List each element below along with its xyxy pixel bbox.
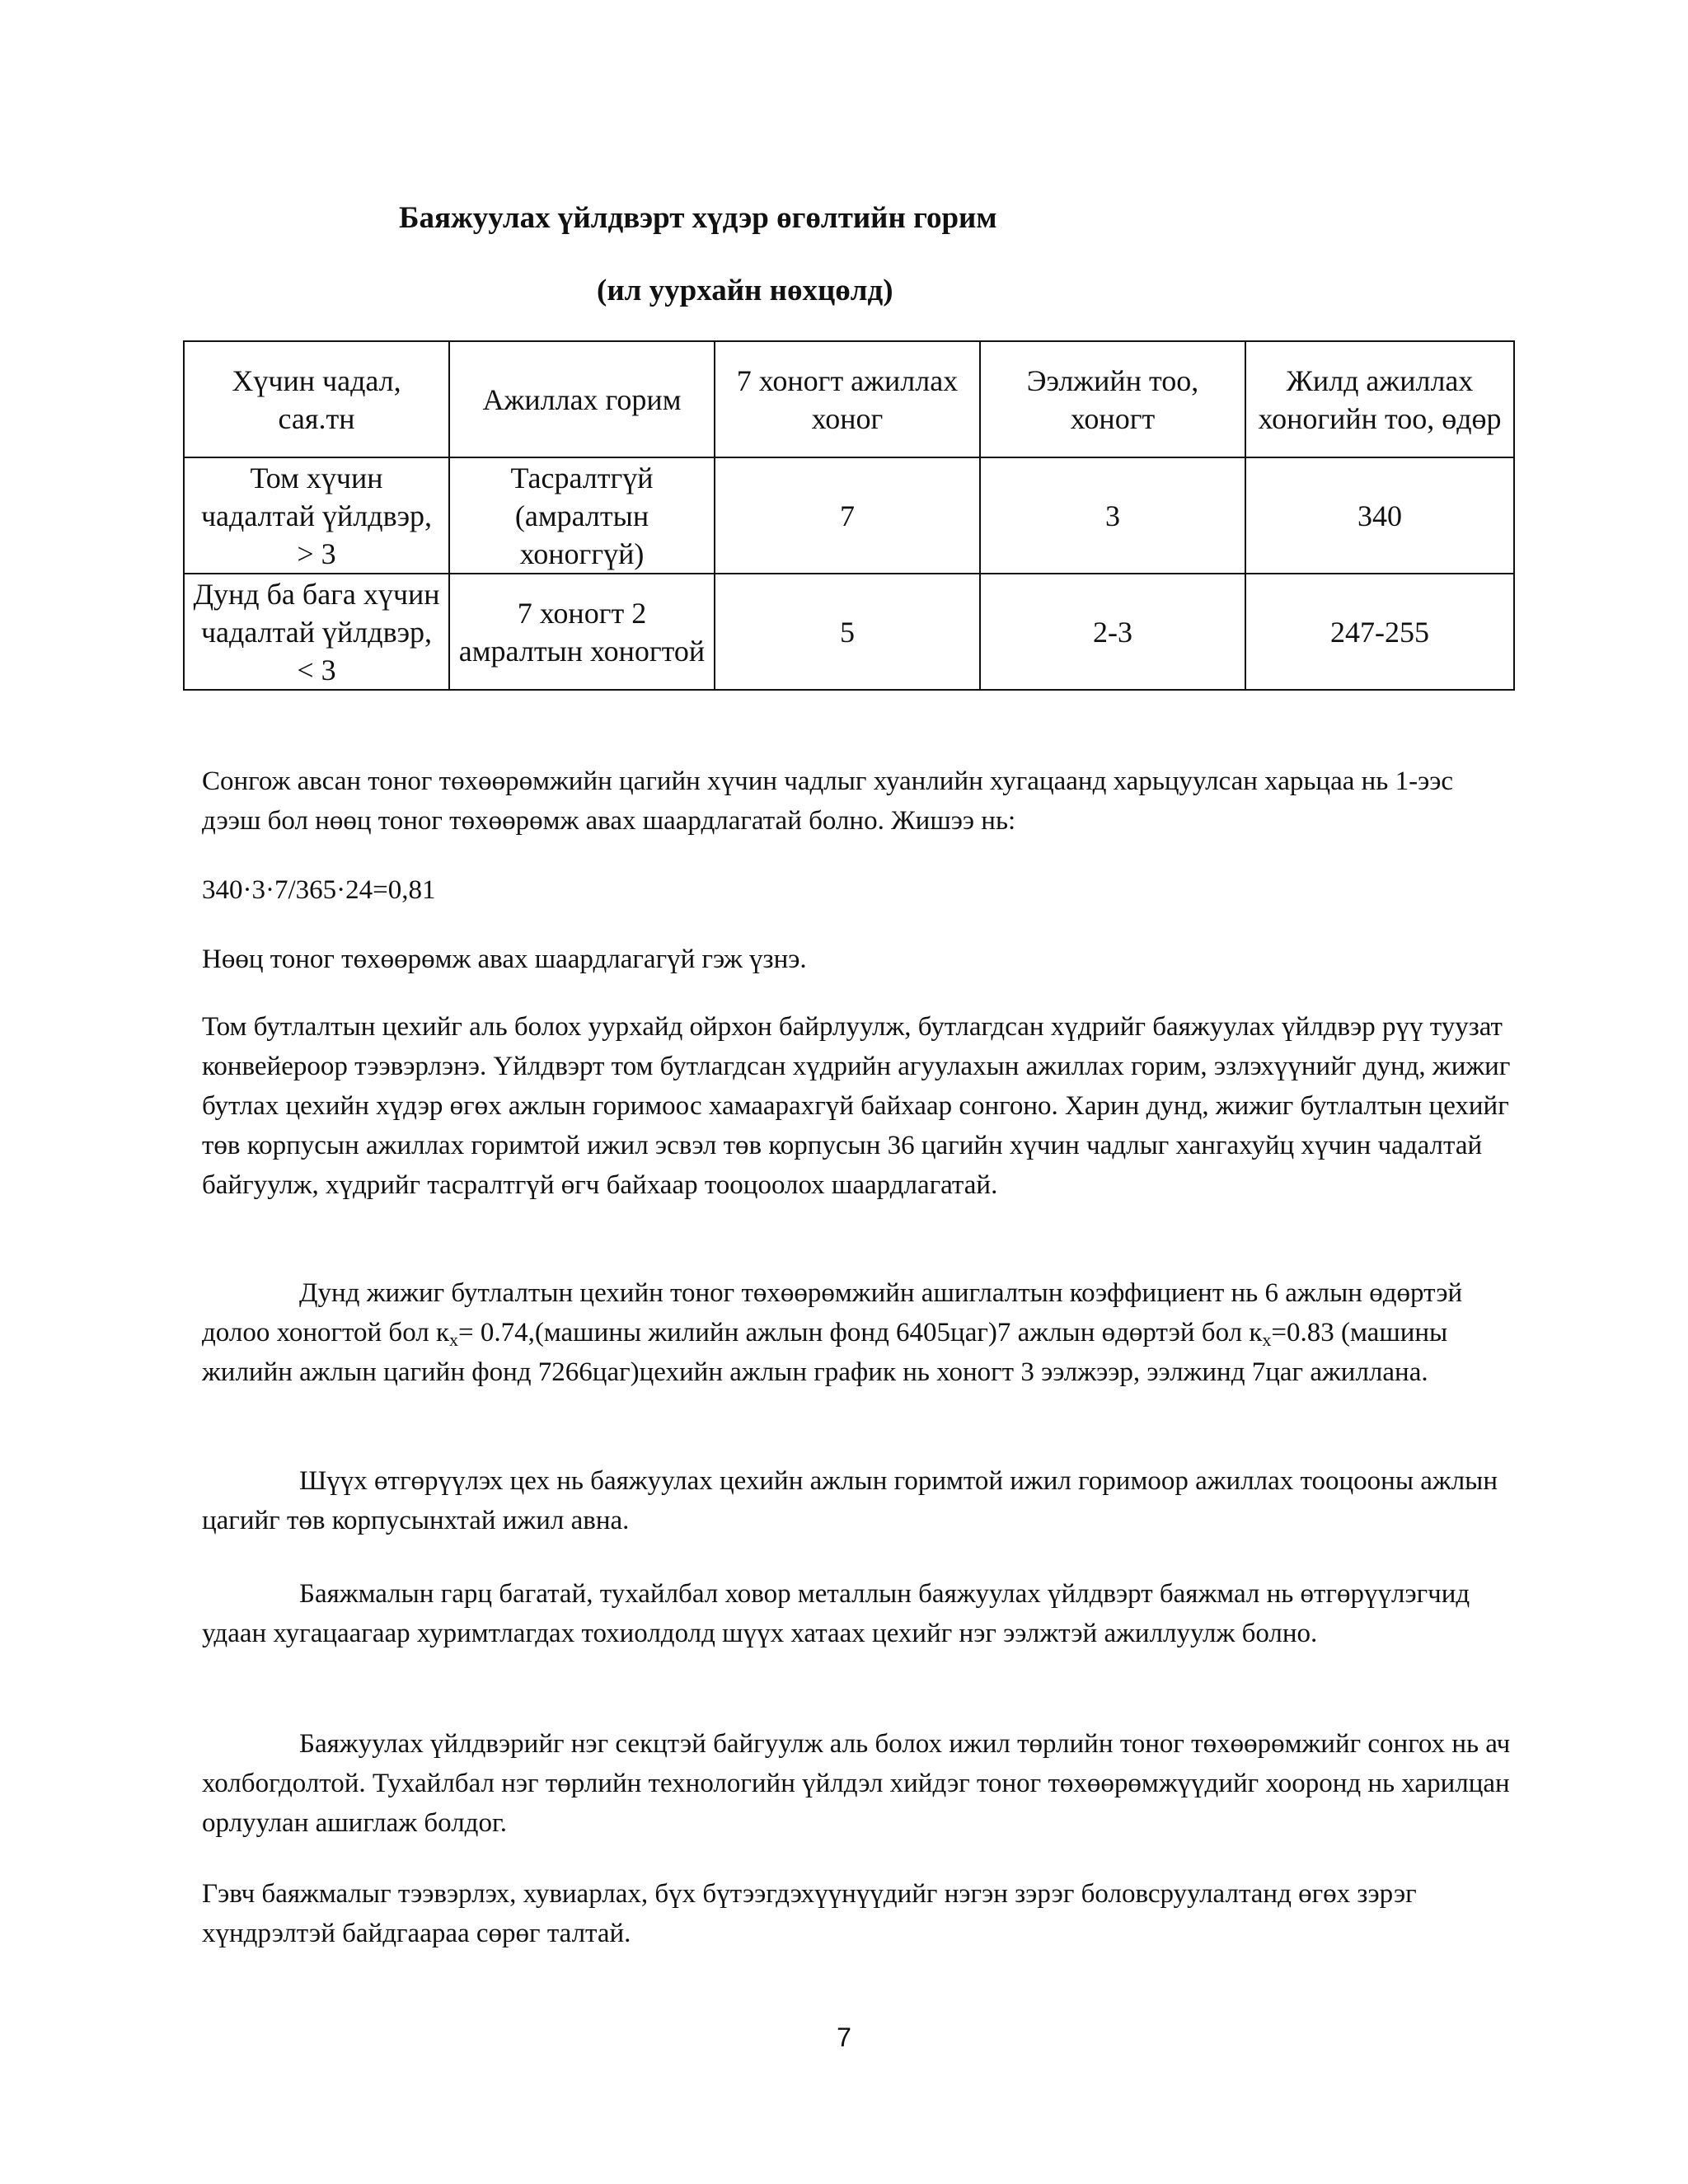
paragraph-low-yield: Баяжмалын гарц багатай, тухайлбал ховор металлын баяжуулах үйлдвэрт баяжмал нь өтгөрүүлэгчид удаан хугацаагаар хуримтлагдах тохиолдолд шүүх хатаах цехийг нэг ээлжтэй ажиллуулж болно. [202, 1579, 1470, 1648]
header-work-mode: Ажиллах горим [449, 341, 715, 457]
header-capacity: Хүчин чадал, сая.тн [184, 341, 449, 457]
paragraph-drawbacks: Гэвч баяжмалыг тээвэрлэх, хувиарлах, бүх бүтээгдэхүүнүүдийг нэгэн зэрэг боловсруулалтанд өгөх зэрэг хүндрэлтэй байдгаараа сөрөг талтай. [202, 1879, 1417, 1948]
cell-days-per-week: 5 [715, 574, 980, 690]
utilization-text-part-1: Дунд жижиг бутлалтын цехийн тоног төхөөрөмжийн ашиглалтын коэффициент нь 6 ажлын өдөртэй долоо хоногтой бол к [202, 1278, 1463, 1347]
paragraph-utilization-coefficient [202, 1273, 1512, 1392]
utilization-text-part-3: =0.83 (машины жилийн ажлын цагийн фонд 7266цаг)цехийн ажлын график нь хоногт 3 ээлжээр, ээлжинд 7цаг ажиллана. [202, 1318, 1448, 1387]
table-row [184, 574, 1514, 690]
paragraph-reserve-equipment: Сонгож авсан тоног төхөөрөмжийн цагийн хүчин чадлыг хуанлийн хугацаанд харьцуулсан харьцаа нь 1-ээс дээш бол нөөц тоног төхөөрөмж авах шаардлагатай болно. Жишээ нь: [202, 766, 1454, 836]
paragraph-crushing-shop: Том бутлалтын цехийг аль болох уурхайд ойрхон байрлуулж, бутлагдсан хүдрийг баяжуулах үйлдвэр рүү туузат конвейероор тээвэрлэнэ. Үйлдвэрт том бутлагдсан хүдрийн агуулахын ажиллах горим, эзлэхүүнийг дунд, жижиг бутлах цехийн хүдэр өгөх ажлын горимоос хамаарахгүй байхаар сонгоно. Харин дунд, жижиг бутлалтын цехийг төв корпусын ажиллах горимтой ижил эсвэл төв корпусын 36 цагийн хүчин чадлыг хангахуйц хүчин чадалтай байгуулж, хүдрийг тасралтгүй өгч байхаар тооцоолох шаардлагатай. [202, 1012, 1511, 1200]
utilization-text-part-2: = 0.74,(машины жилийн ажлын фонд 6405цаг)7 ажлын өдөртэй бол к [458, 1318, 1263, 1347]
cell-days-per-week: 7 [715, 457, 980, 574]
header-days-per-week: 7 хоногт ажиллах хоног [715, 341, 980, 457]
cell-shifts-per-day: 2-3 [980, 574, 1245, 690]
document-title: Баяжуулах үйлдвэрт хүдэр өгөлтийн горим [399, 201, 997, 235]
table-row [184, 457, 1514, 574]
cell-capacity: Дунд ба бага хүчин чадалтай үйлдвэр, < 3 [184, 574, 449, 690]
cell-capacity: Том хүчин чадалтай үйлдвэр, > 3 [184, 457, 449, 574]
ore-feed-schedule-table [183, 340, 1515, 691]
document-subtitle: (ил уурхайн нөхцөлд) [597, 274, 893, 307]
paragraph-conclusion: Нөөц тоног төхөөрөмж авах шаардлагагүй гэж үзнэ. [202, 944, 807, 974]
cell-work-mode: Тасралтгүй (амралтын хоноггүй) [449, 457, 715, 574]
page-number: 7 [837, 2022, 851, 2052]
cell-work-mode: 7 хоногт 2 амралтын хоногтой [449, 574, 715, 690]
paragraph-formula: 340·3·7/365·24=0,81 [202, 875, 436, 905]
table-header-row [184, 341, 1514, 457]
cell-days-per-year: 340 [1245, 457, 1514, 574]
paragraph-single-section: Баяжуулах үйлдвэрийг нэг секцтэй байгуулж аль болох ижил төрлийн тоног төхөөрөмжийг сонгох нь ач холбогдолтой. Тухайлбал нэг төрлийн технологийн үйлдэл хийдэг тоног төхөөрөмжүүдийг хооронд нь харилцан орлуулан ашиглаж болдог. [202, 1729, 1511, 1838]
header-shifts-per-day: Ээлжийн тоо, хоногт [980, 341, 1245, 457]
header-days-per-year: Жилд ажиллах хоногийн тоо, өдөр [1245, 341, 1514, 457]
cell-shifts-per-day: 3 [980, 457, 1245, 574]
coefficient-subscript: х [1262, 1329, 1272, 1350]
paragraph-filtration-shop: Шүүх өтгөрүүлэх цех нь баяжуулах цехийн ажлын горимтой ижил горимоор ажиллах тооцооны ажлын цагийг төв корпусынхтай ижил авна. [202, 1466, 1498, 1535]
coefficient-subscript: х [449, 1329, 459, 1350]
cell-days-per-year: 247-255 [1245, 574, 1514, 690]
